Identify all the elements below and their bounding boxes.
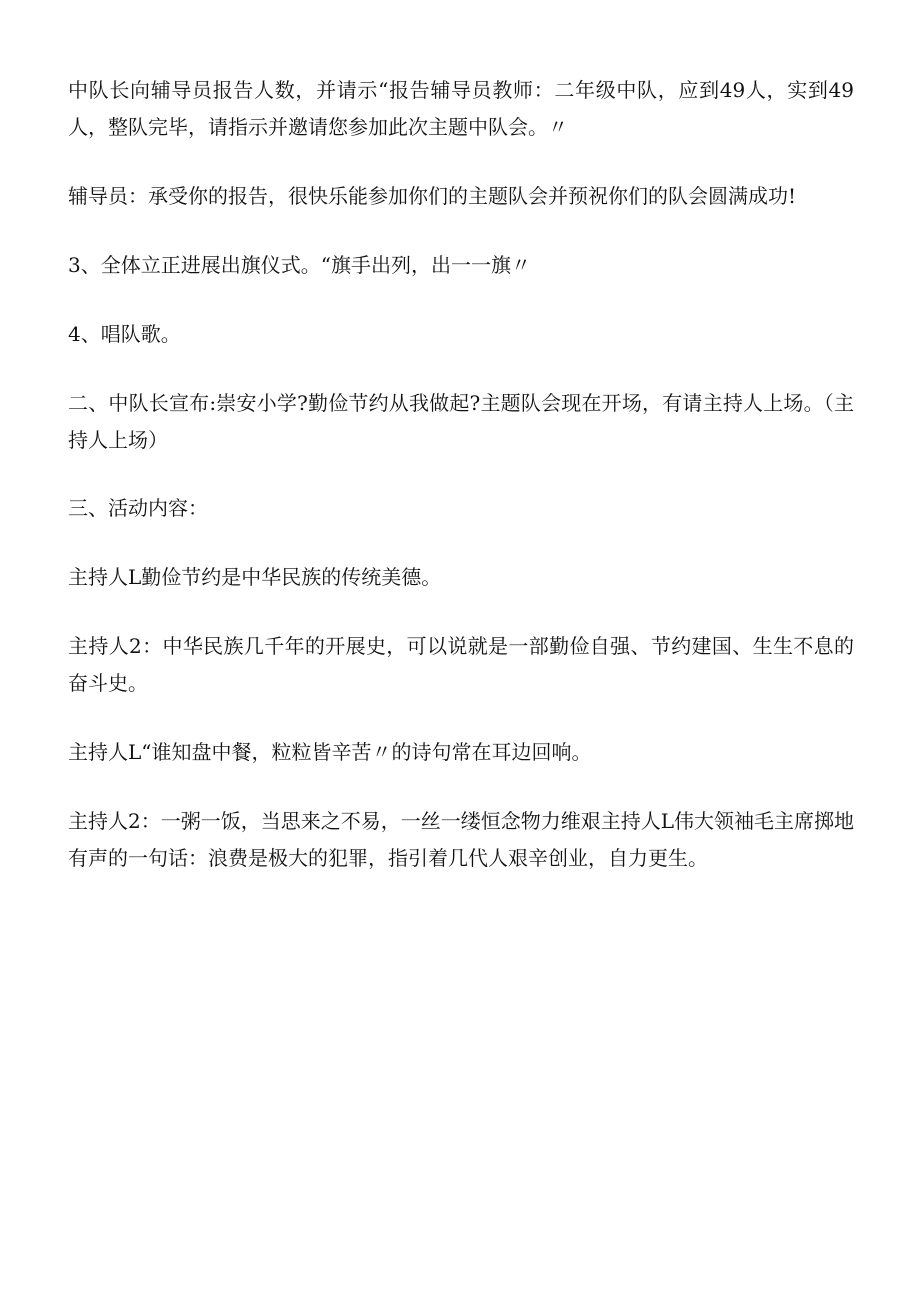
paragraph-host2-history: 主持人2：中华民族几千年的开展史，可以说就是一部勤俭自强、节约建国、生生不息的奋斗史。 bbox=[68, 634, 854, 695]
paragraph-activity-heading: 三、活动内容： bbox=[68, 496, 208, 520]
paragraph-host2-frugality: 主持人2：一粥一饭，当思来之不易，一丝一缕恒念物力维艰主持人L伟大领袖毛主席掷地有声的一句话：浪费是极大的犯罪，指引着几代人艰辛创业，自力更生。 bbox=[68, 809, 855, 870]
paragraph-flag-ceremony: 3、全体立正进展出旗仪式。“旗手出列，出一一旗〃 bbox=[68, 253, 531, 277]
paragraph-counselor-reply: 辅导员：承受你的报告，很快乐能参加你们的主题队会并预祝你们的队会圆满成功! bbox=[68, 184, 797, 208]
document-body bbox=[68, 72, 854, 877]
paragraph-host1-poem: 主持人L“谁知盘中餐，粒粒皆辛苦〃的诗句常在耳边回响。 bbox=[68, 740, 592, 764]
paragraph-sing-anthem: 4、唱队歌。 bbox=[68, 322, 181, 346]
paragraph-host1-virtue: 主持人L勤俭节约是中华民族的传统美德。 bbox=[68, 565, 442, 589]
paragraph-meeting-opening: 二、中队长宣布:崇安小学?勤俭节约从我做起?主题队会现在开场，有请主持人上场。（主持人上场） bbox=[68, 391, 854, 452]
paragraph-report-to-counselor: 中队长向辅导员报告人数，并请示“报告辅导员教师：二年级中队，应到49人，实到49人，整队完毕，请指示并邀请您参加此次主题中队会。〃 bbox=[68, 78, 854, 139]
